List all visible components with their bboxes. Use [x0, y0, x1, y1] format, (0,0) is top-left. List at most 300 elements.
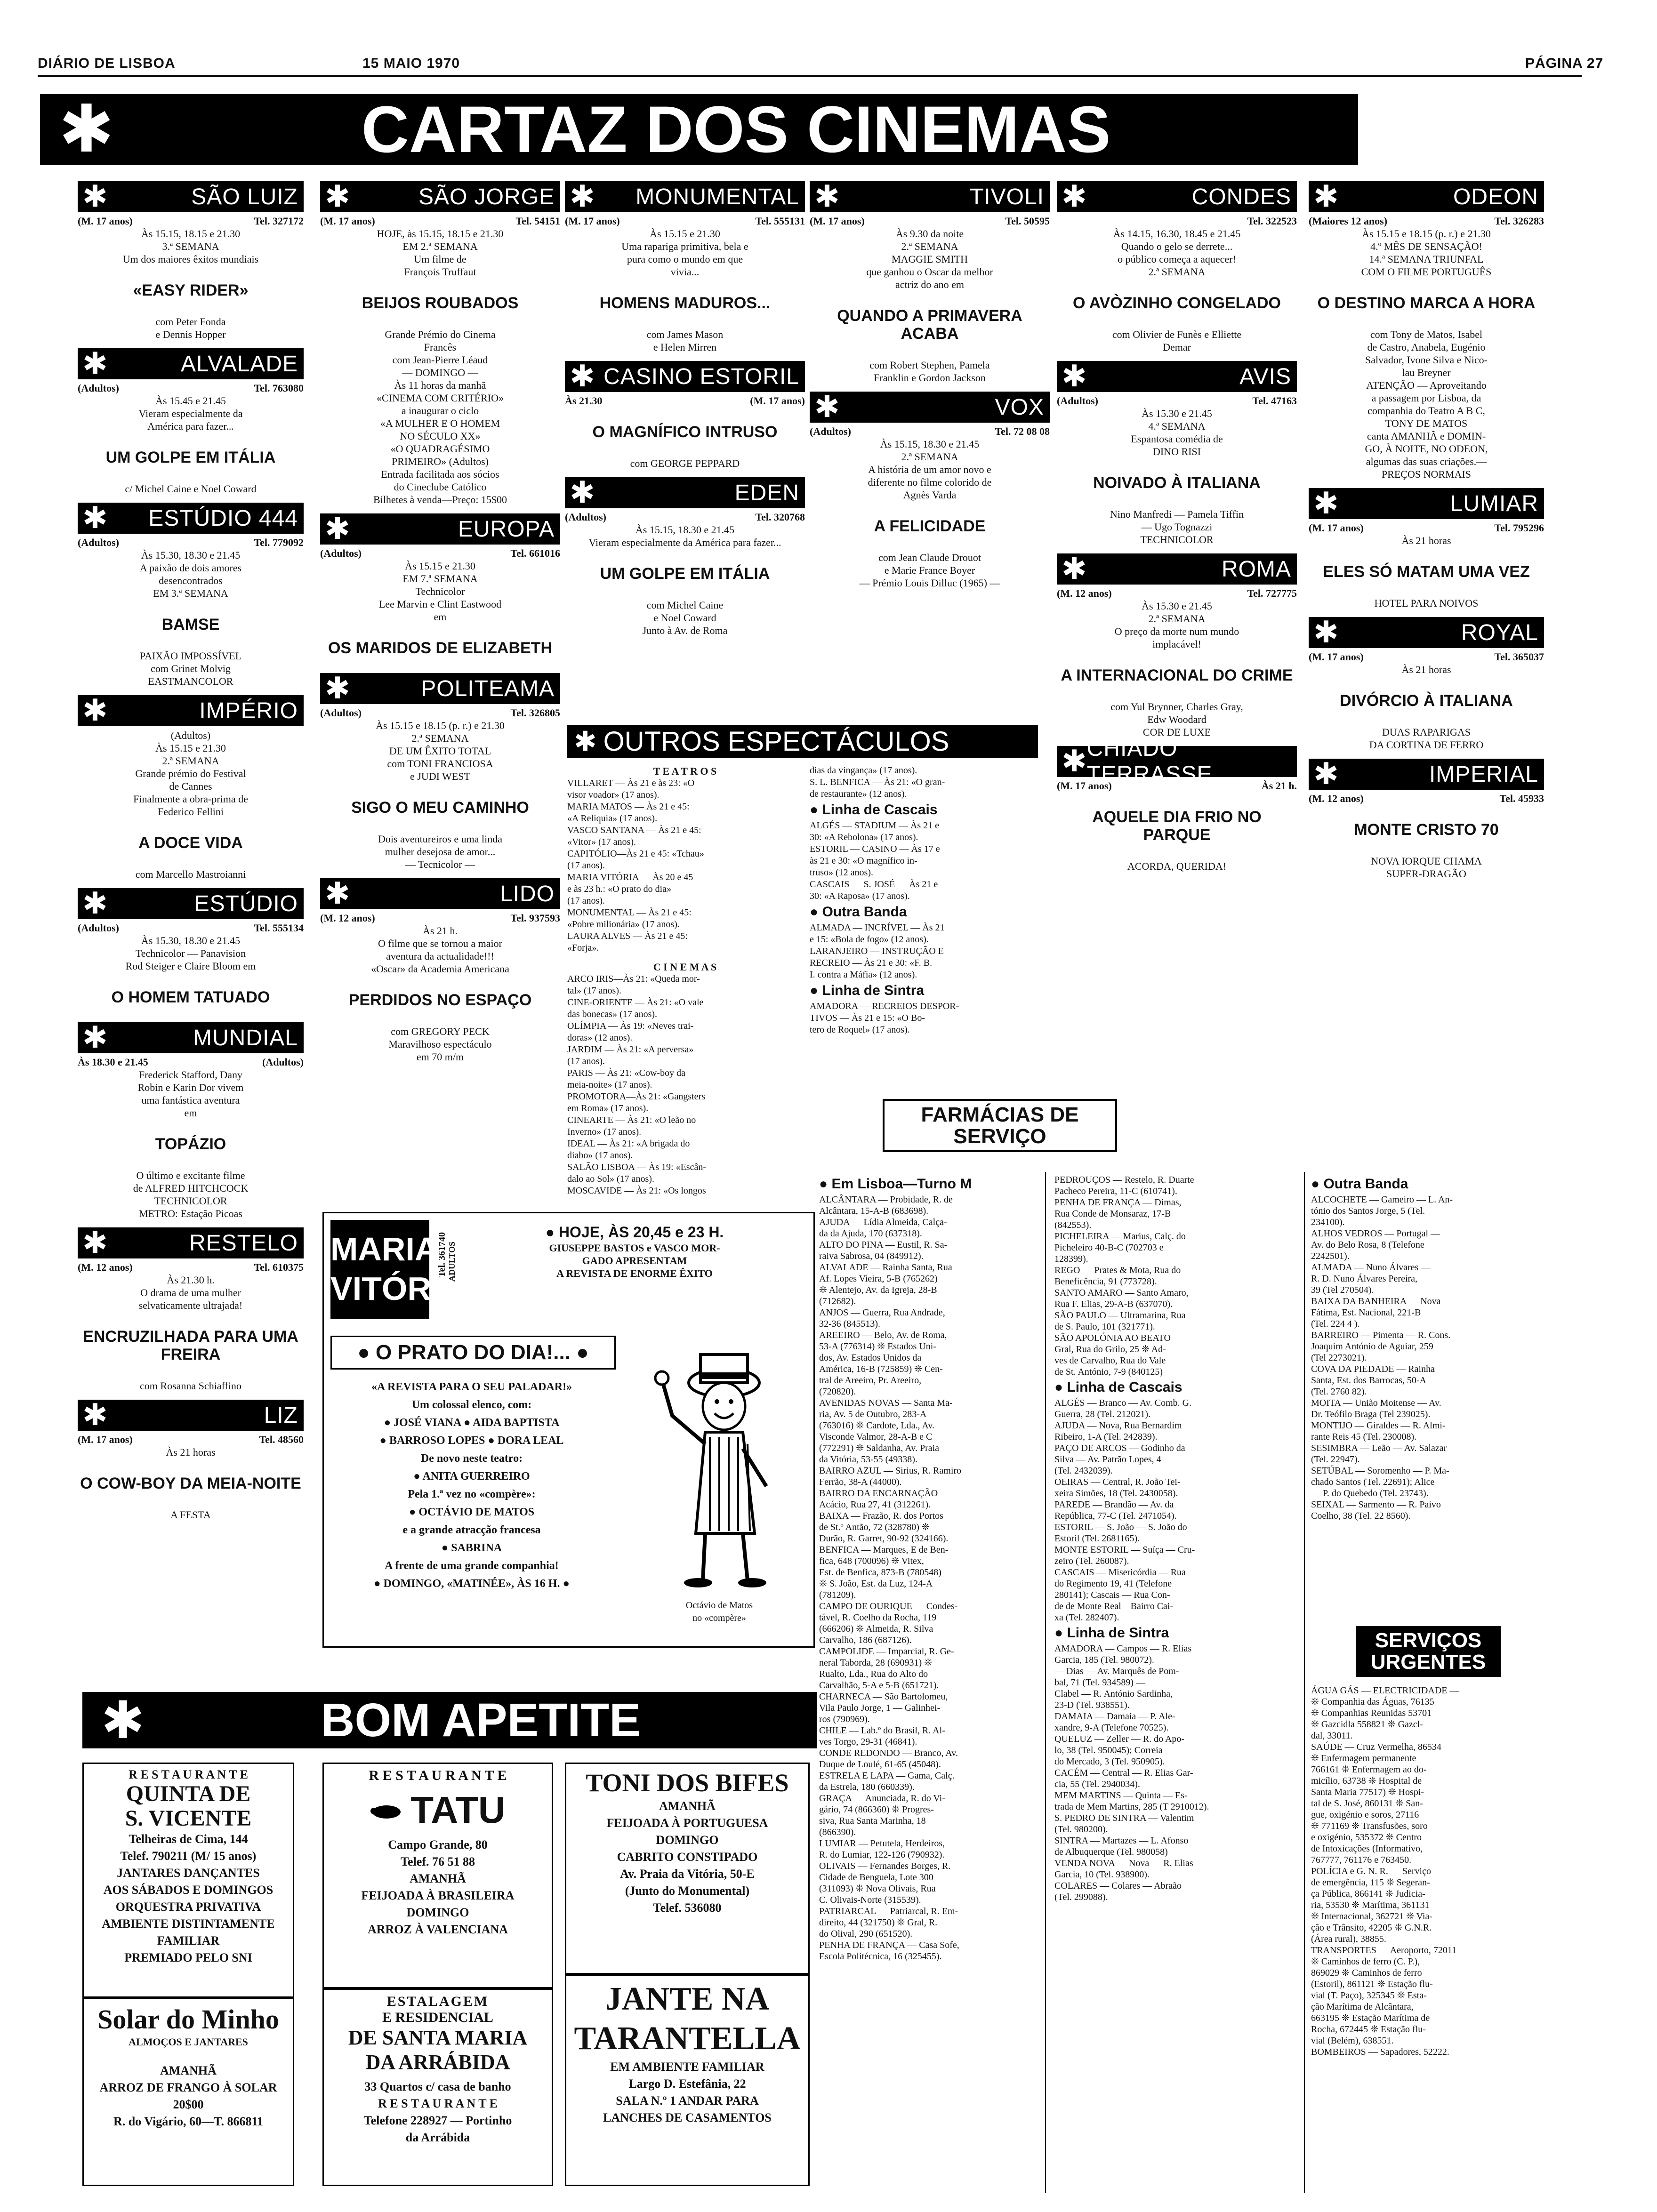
pharmacy-line: AJUDA — Lídia Almeida, Calça- — [819, 1217, 947, 1227]
r4-line: Telefone 228927 — Portinho — [363, 2114, 512, 2127]
cinema-meta — [320, 912, 560, 924]
mv-cast — [330, 1378, 613, 1593]
pharmacy-line: MOITA — União Moitense — Av. — [1311, 1398, 1441, 1408]
listing-line: com Peter Fonda — [155, 316, 226, 328]
cinema-line: SALÃO LISBOA — Às 19: «Escân- — [567, 1162, 706, 1172]
pharmacy-line: Estoril (Tel. 2681165). — [1054, 1533, 1140, 1544]
pharmacy-line: Pacheco Pereira, 11-C (610741). — [1054, 1186, 1177, 1196]
pharmacy-line: ALTO DO PINA — Eustil, R. Sa- — [819, 1240, 948, 1250]
cinema-listing — [565, 181, 805, 353]
cinema-name: CHIADO TERRASSE — [1086, 736, 1213, 787]
pharmacy-line: CONDE REDONDO — Branco, Av. — [819, 1748, 958, 1758]
cinema-column-6 — [1309, 181, 1544, 888]
pharmacy-line: Vila Paulo Jorge, 1 — Galinhei- — [819, 1703, 941, 1713]
ad-solar-do-minho — [82, 1998, 294, 2186]
service-line: (Área rural), 38855. — [1311, 1934, 1386, 1944]
asterisk-icon: ✱ — [82, 886, 108, 921]
cinema-name: IMPÉRIO — [199, 698, 298, 723]
listing-line: Demar — [1163, 341, 1191, 353]
cascais-line: 30: «A Raposa» (17 anos). — [810, 891, 910, 901]
pharmacy-line: PAÇO DE ARCOS — Godinho da — [1054, 1443, 1185, 1453]
listing-line: actriz do ano em — [895, 279, 964, 290]
cinema-age: (M. 12 anos) — [1309, 793, 1364, 804]
asterisk-icon: ✱ — [82, 1020, 108, 1055]
cinema-line: dalo ao Sol» (17 anos). — [567, 1174, 654, 1184]
pharmacy-line: Beneficência, 91 (773728). — [1054, 1276, 1157, 1287]
cinema-line: IDEAL — Às 21: «A brigada do — [567, 1138, 690, 1149]
service-line: ÁGUA GÁS — ELECTRICIDADE — — [1311, 1685, 1459, 1696]
cinema-tel: Tel. 47163 — [1252, 395, 1297, 407]
armadillo-icon — [370, 1801, 403, 1819]
cinema-listing — [78, 1227, 304, 1392]
r4-line: 33 Quartos c/ casa de banho — [364, 2080, 511, 2093]
listing-line: em — [184, 1107, 197, 1119]
servicos-urgentes-title: SERVIÇOS URGENTES — [1356, 1626, 1501, 1677]
service-line: de emergência, 115 ❊ Segeran- — [1311, 1877, 1430, 1888]
listing-line: Às 15.15, 18.15 e 21.30 — [141, 228, 241, 240]
mv-adultos: ADULTOS — [447, 1242, 457, 1282]
asterisk-icon: ✱ — [1313, 615, 1339, 650]
listing-line: Dois aventureiros e uma linda — [378, 833, 502, 845]
pharmacy-line: gário, 74 (866360) ❊ Progres- — [819, 1804, 934, 1815]
cinema-listing — [1057, 736, 1297, 873]
pharmacy-line: chado Santos (Tel. 22691); Alice — [1311, 1477, 1435, 1487]
maria-vitoria-logo: MARIA VITÓRIA — [330, 1220, 429, 1319]
listing-line: desencontrados — [159, 575, 223, 586]
listing-line: Às 15.30, 18.30 e 21.45 — [141, 549, 241, 561]
pharmacy-line: de St. António, 7-9 (840125) — [1054, 1367, 1163, 1377]
listing-line: NOVA IORQUE CHAMA — [1371, 855, 1482, 867]
r1-name-1: QUINTA DE — [126, 1781, 251, 1806]
asterisk-icon: ✱ — [325, 512, 350, 546]
pharmacy-line: Durão, R. Garret, 90-92 (324166). — [819, 1533, 949, 1544]
cinema-column-2 — [320, 181, 560, 1071]
service-line: ❊ 771169 ❊ Transfusões, soro — [1311, 1821, 1428, 1831]
listing-line: com Olivier de Funès e Elliette — [1112, 329, 1242, 340]
mv-tel: Tel. 361740 — [437, 1232, 447, 1277]
pharmacy-line: neral Taborda, 28 (690931) ❊ — [819, 1658, 932, 1668]
listing-line: e Marie France Boyer — [884, 564, 975, 576]
listing-line: (Adultos) — [170, 729, 211, 741]
cinema-name: SÃO LUIZ — [191, 184, 298, 209]
service-line: ção Marítima de Alcântara, — [1311, 2002, 1414, 2012]
film-title: MONTE CRISTO 70 — [1354, 821, 1499, 839]
pharmacy-line: Coelho, 38 (Tel. 22 8560). — [1311, 1511, 1411, 1521]
ad-toni-dos-bifes — [565, 1763, 810, 1974]
listing-line: Às 21 horas — [1401, 535, 1451, 546]
listing-line: com James Mason — [646, 329, 724, 340]
cinema-age: (Adultos) — [810, 425, 852, 437]
r2-name: Solar do Minho — [97, 2004, 279, 2035]
listing-line: EASTMANCOLOR — [148, 675, 233, 687]
film-title: HOMENS MADUROS... — [599, 294, 771, 312]
service-line: POLÍCIA e G. N. R. — Serviço — [1311, 1866, 1431, 1876]
pharmacy-line: CHARNECA — São Bartolomeu, — [819, 1691, 948, 1702]
cinema-tel: Tel. 48560 — [259, 1434, 304, 1445]
pharmacy-line: Santa, Est. dos Barrocas, 50-A — [1311, 1375, 1426, 1386]
film-title: ELES SÓ MATAM UMA VEZ — [1323, 563, 1530, 581]
pharmacy-line: R. do Lumiar, 122-126 (790932). — [819, 1850, 945, 1860]
cinema-meta — [1309, 215, 1544, 227]
listing-line: NO SÉCULO XX» — [400, 430, 481, 442]
pharmacy-line: (311093) ❊ Nova Olivais, Rua — [819, 1883, 936, 1894]
pharmacy-line: (Tel. 2760 82). — [1311, 1387, 1367, 1397]
outros-line: dias da vingança» (17 anos). — [810, 765, 917, 776]
pharmacy-line: xandre, 9-A (Telefone 70525). — [1054, 1723, 1169, 1733]
farm-banda-heading: ● Outra Banda — [1311, 1176, 1408, 1192]
pharmacy-line: (Tel. 299088). — [1054, 1892, 1108, 1902]
cinema-line: PARIS — Às 21: «Cow-boy da — [567, 1068, 685, 1078]
asterisk-icon: ✱ — [82, 501, 108, 536]
cinema-header — [1309, 488, 1544, 519]
listing-line: Edw Woodard — [1147, 713, 1207, 725]
listing-line: HOTEL PARA NOIVOS — [1374, 597, 1479, 609]
listing-line: O preço da morte num mundo — [1114, 625, 1239, 637]
cinema-tel: Tel. 50595 — [1005, 215, 1050, 227]
r2-sub: ALMOÇOS E JANTARES — [129, 2036, 248, 2048]
teatro-line: «Vitor» (17 anos). — [567, 837, 636, 847]
listing-line: A história de um amor novo e — [868, 464, 991, 475]
ad-quinta-sao-vicente — [82, 1763, 294, 1998]
pharmacy-line: xeira Simões, 18 (Tel. 2430058). — [1054, 1488, 1178, 1499]
cinema-header — [810, 181, 1050, 212]
pharmacy-line: S. PEDRO DE SINTRA — Valentim — [1054, 1813, 1194, 1823]
r4-c: DE SANTA MARIA — [348, 2026, 528, 2049]
pharmacy-line: (842553). — [1054, 1220, 1092, 1230]
sintra-line: AMADORA — RECREIOS DESPOR- — [810, 1001, 959, 1011]
cinema-header — [78, 348, 304, 379]
listing-line: com Yul Brynner, Charles Gray, — [1110, 701, 1243, 713]
listing-line: e Noel Coward — [653, 612, 716, 624]
teatro-line: «A Relíquia» (17 anos). — [567, 813, 658, 824]
cinema-line: CINEARTE — Às 21: «O leão no — [567, 1115, 696, 1125]
cascais-heading: ● Linha de Cascais — [810, 802, 938, 817]
mv-producer-3: A REVISTA DE ENORME ÊXITO — [556, 1267, 713, 1279]
listing-line: Rod Steiger e Claire Bloom em — [125, 960, 256, 972]
pharmacy-line: Gral, Rua do Grilo, 25 ❊ Ad- — [1054, 1344, 1166, 1354]
cinema-name: LUMIAR — [1450, 491, 1538, 516]
r5-line: CABRITO CONSTIPADO — [617, 1850, 758, 1864]
pharmacy-line: da Vitória, 53-55 (49338). — [819, 1454, 917, 1465]
cinema-column-1 — [78, 181, 304, 1529]
cinema-line: JARDIM — Às 21: «A perversa» — [567, 1044, 694, 1055]
pharmacy-line: (Tel. 2432039). — [1054, 1466, 1113, 1476]
service-line: TRANSPORTES — Aeroporto, 72011 — [1311, 1945, 1457, 1956]
listing-line: implacável! — [1152, 638, 1201, 650]
cinema-listing — [78, 1400, 304, 1521]
pharmacy-line: SÃO APOLÓNIA AO BEATO — [1054, 1333, 1171, 1343]
bom-apetite-title: BOM APETITE — [321, 1693, 641, 1747]
cinema-name: AVIS — [1239, 364, 1291, 389]
pharmacy-line: PENHA DE FRANÇA — Casa Sofe, — [819, 1940, 959, 1950]
cinema-age: (M. 17 anos) — [565, 215, 620, 227]
asterisk-icon: ✱ — [1062, 359, 1087, 394]
cinema-meta — [810, 215, 1050, 227]
pharmacy-line: QUELUZ — Zeller — R. do Apo- — [1054, 1734, 1185, 1744]
r1-line: Telef. 790211 (M/ 15 anos) — [120, 1849, 257, 1863]
service-line: 766161 ❊ Enfermagem ao do- — [1311, 1764, 1427, 1775]
service-line: Rocha, 672445 ❊ Estação flu- — [1311, 2024, 1426, 2035]
r1-line: FAMILIAR — [157, 1934, 220, 1948]
pharmacy-line: Garcia, 10 (Tel. 938900). — [1054, 1869, 1150, 1880]
service-line: tal de S. José, 860131 ❊ San- — [1311, 1798, 1423, 1809]
mv-producer-2: GADO APRESENTAM — [582, 1255, 687, 1266]
listing-line: Franklin e Gordon Jackson — [874, 372, 986, 384]
listing-line: vivia... — [670, 266, 700, 278]
listing-line: com Robert Stephen, Pamela — [869, 359, 990, 371]
cinema-meta — [1057, 215, 1297, 227]
cinema-line: PROMOTORA—Às 21: «Gangsters — [567, 1091, 705, 1102]
cinema-name: EUROPA — [458, 516, 555, 542]
cinema-header — [78, 888, 304, 919]
mv-cast-line: ● SABRINA — [441, 1542, 502, 1554]
cinema-line: diabo» (17 anos). — [567, 1150, 633, 1161]
pharmacy-line: BARREIRO — Pimenta — R. Cons. — [1311, 1330, 1451, 1340]
pharmacy-line: R. D. Nuno Álvares Pereira, — [1311, 1274, 1418, 1284]
cinema-listing — [1309, 617, 1544, 751]
farm-sintra-heading: ● Linha de Sintra — [1054, 1625, 1169, 1641]
asterisk-icon: ✱ — [570, 475, 595, 510]
r2-line: ARROZ DE FRANGO À SOLAR — [99, 2081, 277, 2094]
listing-line: François Truffaut — [404, 266, 476, 278]
pharmacy-line: BAIXA DA BANHEIRA — Nova — [1311, 1296, 1441, 1306]
film-title: O AVÒZINHO CONGELADO — [1073, 294, 1281, 312]
cinema-name: MONUMENTAL — [635, 184, 799, 209]
listing-line: MAGGIE SMITH — [892, 253, 968, 265]
listing-line: O filme que se tornou a maior — [378, 938, 502, 949]
film-title: AQUELE DIA FRIO NO PARQUE — [1092, 808, 1262, 844]
cinema-age: (M. 17 anos) — [810, 215, 865, 227]
cinema-age: (Adultos) — [320, 707, 362, 719]
cinema-tel: Tel. 327172 — [254, 215, 304, 227]
pharmacy-line: ESTRELA E LAPA — Gama, Calç. — [819, 1771, 955, 1781]
film-title: A INTERNACIONAL DO CRIME — [1061, 666, 1293, 684]
pharmacy-line: Acácio, Rua 27, 41 (312261). — [819, 1499, 931, 1510]
pharmacy-line: 128399). — [1054, 1254, 1088, 1264]
r6-line: Largo D. Estefânia, 22 — [628, 2077, 746, 2091]
mv-cast-line: «A REVISTA PARA O SEU PALADAR!» — [371, 1381, 572, 1393]
listing-line: selvaticamente ultrajada! — [138, 1299, 243, 1311]
pharmacy-line: C. Olivais-Norte (315539). — [819, 1895, 921, 1905]
film-title: O DESTINO MARCA A HORA — [1317, 294, 1536, 312]
cinema-line: em Roma» (17 anos). — [567, 1103, 649, 1114]
cinema-header — [1309, 759, 1544, 790]
cascais-line: às 21 e 30: «O magnífico in- — [810, 856, 917, 866]
cinema-line: ARCO IRIS—Às 21: «Queda mor- — [567, 974, 700, 984]
listing-line: c/ Michel Caine e Noel Coward — [125, 483, 257, 495]
cinema-name: LIZ — [264, 1403, 298, 1428]
cinema-name: CONDES — [1191, 184, 1291, 209]
asterisk-icon: ✱ — [814, 390, 840, 425]
listing-line: América para fazer... — [147, 420, 234, 432]
listing-line: 14.ª SEMANA TRIUNFAL — [1369, 253, 1484, 265]
pharmacy-line: de Albuquerque (Tel. 980058) — [1054, 1847, 1168, 1857]
listing-line: Às 14.15, 16.30, 18.45 e 21.45 — [1113, 228, 1241, 240]
film-title: O HOMEM TATUADO — [111, 988, 270, 1006]
mv-caption-2: no «compère» — [692, 1613, 746, 1623]
listing-line: com GREGORY PECK — [391, 1026, 490, 1037]
page-number: PÁGINA 27 — [1525, 56, 1604, 71]
cinema-name: VOX — [995, 394, 1044, 420]
listing-line: o público começa a aquecer! — [1118, 253, 1236, 265]
listing-line: Um dos maiores êxitos mundiais — [122, 253, 259, 265]
pharmacy-line: rante Reis 45 (Tel. 230008). — [1311, 1432, 1417, 1442]
listing-line: Às 11 horas da manhã — [394, 379, 486, 391]
cinema-meta — [320, 707, 560, 719]
top-rule — [38, 75, 1582, 77]
listing-line: Entrada facilitada aos sócios — [381, 468, 499, 480]
cinema-meta — [565, 215, 805, 227]
teatro-line: visor voador» (17 anos). — [567, 790, 660, 800]
pharmacy-line: 280141); Cascais — Rua Con- — [1054, 1590, 1170, 1600]
cinema-age: (Adultos) — [1057, 395, 1099, 407]
service-line: ça Pública, 866141 ❊ Judicia- — [1311, 1889, 1425, 1899]
cinema-listing — [565, 361, 805, 470]
listing-line: e Dennis Hopper — [155, 329, 226, 340]
teatro-line: VASCO SANTANA — Às 21 e 45: — [567, 825, 701, 835]
pharmacy-line: ALCOCHETE — Gameiro — L. An- — [1311, 1194, 1453, 1205]
listing-line: Às 15.30, 18.30 e 21.45 — [141, 935, 241, 946]
pharmacy-line: Guerra, 28 (Tel. 212021). — [1054, 1409, 1151, 1419]
listing-line: HOJE, às 15.15, 18.15 e 21.30 — [377, 228, 504, 240]
pharmacy-line: 32-36 (845513). — [819, 1319, 880, 1329]
listing-line: Bilhetes à venda—Preço: 15$00 — [373, 494, 507, 505]
cinema-line: CINE-ORIENTE — Às 21: «O vale — [567, 997, 704, 1008]
pharmacy-line: AREEIRO — Belo, Av. de Roma, — [819, 1330, 947, 1340]
pharmacy-line: ALCÂNTARA — Probidade, R. de — [819, 1194, 953, 1205]
cinema-header — [1309, 617, 1544, 648]
mv-cast-line: ● ANITA GUERREIRO — [413, 1470, 530, 1483]
pharmacy-line: (666206) ❊ Almeida, R. Silva — [819, 1624, 933, 1634]
listing-line: a inaugurar o ciclo — [401, 405, 479, 417]
listing-line: com TONI FRANCIOSA — [387, 758, 493, 769]
film-title: PERDIDOS NO ESPAÇO — [348, 991, 532, 1009]
listing-line: com Jean Claude Drouot — [878, 552, 981, 563]
cinema-meta — [810, 425, 1050, 438]
bom-apetite-banner — [82, 1692, 817, 1748]
pharmacy-line: PEDROUÇOS — Restelo, R. Duarte — [1054, 1175, 1194, 1185]
listing-line: «Oscar» da Academia Americana — [371, 963, 509, 975]
cinema-tel: Tel. 779092 — [254, 537, 304, 548]
cinema-listing — [320, 181, 560, 506]
pharmacy-line: xa (Tel. 282407). — [1054, 1612, 1119, 1623]
r6-line: EM AMBIENTE FAMILIAR — [610, 2060, 764, 2074]
cinema-tel: Às 21 h. — [1261, 780, 1297, 792]
cinema-header — [320, 673, 560, 704]
mv-cast-line: De novo neste teatro: — [420, 1452, 523, 1465]
service-line: ❊ Caminhos de ferro (C. P.), — [1311, 1956, 1420, 1967]
cinema-age: (Adultos) — [320, 547, 362, 559]
listing-line: 2.ª SEMANA — [1148, 613, 1206, 625]
pharmacy-line: Cidade de Benguela, Lote 300 — [819, 1872, 933, 1883]
film-title: OS MARIDOS DE ELIZABETH — [328, 639, 553, 657]
cinema-listing — [565, 477, 805, 637]
listing-line: Às 21 h. — [423, 925, 458, 937]
service-line: 869029 ❊ Caminhos de ferro — [1311, 1968, 1422, 1978]
pharmacy-line: BENFICA — Marques, E de Ben- — [819, 1545, 949, 1555]
teatro-line: MARIA MATOS — Às 21 e 45: — [567, 801, 690, 812]
listing-line: aventura da actualidade!!! — [386, 950, 494, 962]
pharmacy-line: cia, 55 (Tel. 2940034). — [1054, 1779, 1140, 1789]
cinema-listing — [1057, 553, 1297, 738]
outros-right-column — [810, 765, 1040, 1036]
pharmacy-line: PATRIARCAL — Patriarcal, R. Em- — [819, 1906, 958, 1916]
asterisk-icon: ✱ — [82, 693, 108, 728]
listing-line: diferente no filme colorido de — [868, 476, 992, 488]
cinema-meta — [1057, 395, 1297, 407]
listing-line: Grande prémio do Festival — [135, 768, 246, 779]
service-line: ❊ Companhia das Águas, 76135 — [1311, 1697, 1434, 1707]
cinema-meta — [78, 922, 304, 934]
listing-line: 2.ª SEMANA — [411, 732, 469, 744]
r2-line: R. do Vigário, 60—T. 866811 — [113, 2115, 264, 2128]
film-title: QUANDO A PRIMAVERA ACABA — [837, 307, 1022, 343]
cinema-header — [78, 695, 304, 726]
listing-line: Frederick Stafford, Dany — [138, 1069, 243, 1081]
listing-line: METRO: Estação Picoas — [139, 1208, 242, 1219]
cinema-name: LIDO — [499, 881, 555, 906]
cinema-header — [78, 181, 304, 212]
cinema-column-5 — [1057, 181, 1297, 880]
sintra-line: TIVOS — Às 21 e 15: «O Bo- — [810, 1013, 925, 1023]
listing-line: 4.º MÊS DE SENSAÇÃO! — [1370, 240, 1482, 252]
pharmacy-line: dos, Av. Estados Unidos da — [819, 1353, 922, 1363]
listing-line: Junto à Av. de Roma — [642, 625, 728, 636]
cinema-tel: Tel. 937593 — [510, 912, 560, 924]
cinema-age: (M. 12 anos) — [1057, 587, 1112, 599]
r3-line: FEIJOADA À BRASILEIRA — [361, 1889, 515, 1902]
asterisk-icon: ✱ — [1313, 486, 1339, 521]
cinema-tel: Tel. 365037 — [1494, 651, 1544, 663]
film-title: TOPÁZIO — [155, 1135, 226, 1153]
asterisk-icon: ✱ — [325, 179, 350, 214]
teatros-heading: T E A T R O S — [653, 765, 717, 777]
pharmacy-line: BAIXA — Frazão, R. dos Portos — [819, 1511, 943, 1521]
listing-line: GO, À NOITE, NO ODEON, — [1365, 443, 1488, 455]
listing-line: DE UM ÊXITO TOTAL — [389, 745, 491, 757]
cinema-age: Às 21.30 — [565, 395, 603, 407]
cinema-age: (M. 17 anos) — [78, 1434, 133, 1445]
cinema-tel: Tel. 54151 — [515, 215, 560, 227]
cinemas-heading: C I N E M A S — [653, 961, 717, 973]
film-title: BEIJOS ROUBADOS — [362, 294, 519, 312]
pharmacy-line: BAIRRO DA ENCARNAÇÃO — — [819, 1488, 950, 1499]
pharmacy-line: (Tel 2273021). — [1311, 1353, 1367, 1363]
listing-line: COM O FILME PORTUGUÊS — [1361, 266, 1492, 278]
teatro-line: «Pobre milionária» (17 anos). — [567, 919, 680, 930]
r6-a: JANTE NA — [605, 1981, 770, 2017]
pharmacy-line: SINTRA — Martazes — L. Afonso — [1054, 1835, 1189, 1846]
pharmacy-line: Av. do Belo Rosa, 8 (Telefone — [1311, 1240, 1424, 1250]
cinema-age: (Adultos) — [78, 537, 120, 548]
divider — [1045, 1172, 1046, 2193]
pharmacy-line: lo, 38 (Tel. 950045); Correia — [1054, 1745, 1163, 1755]
r5-line: Av. Praia da Vitória, 50-E — [620, 1867, 755, 1881]
mv-cast-line: ● JOSÉ VIANA ● AIDA BAPTISTA — [384, 1417, 560, 1429]
teatro-line: e às 23 h.: «O prato do dia» — [567, 884, 672, 894]
r3-line: ARROZ À VALENCIANA — [367, 1923, 508, 1936]
pharmacy-line: Af. Lopes Vieira, 5-B (765262) — [819, 1274, 938, 1284]
listing-line: Technicolor — Panavision — [135, 947, 246, 959]
cinema-listing — [78, 503, 304, 688]
service-line: micílio, 63738 ❊ Hospital de — [1311, 1776, 1422, 1786]
listing-line: EM 7.ª SEMANA — [402, 573, 478, 585]
cascais-line: CASCAIS — S. JOSÉ — Às 21 e — [810, 879, 938, 890]
listing-line: em 70 m/m — [416, 1051, 464, 1063]
pharmacy-line: Rua Conde de Monsaraz, 17-B — [1054, 1209, 1171, 1219]
pharmacy-line: Dr. Teófilo Braga (Tel 239025). — [1311, 1409, 1431, 1419]
pharmacy-line: ALVALADE — Rainha Santa, Rua — [819, 1262, 952, 1273]
